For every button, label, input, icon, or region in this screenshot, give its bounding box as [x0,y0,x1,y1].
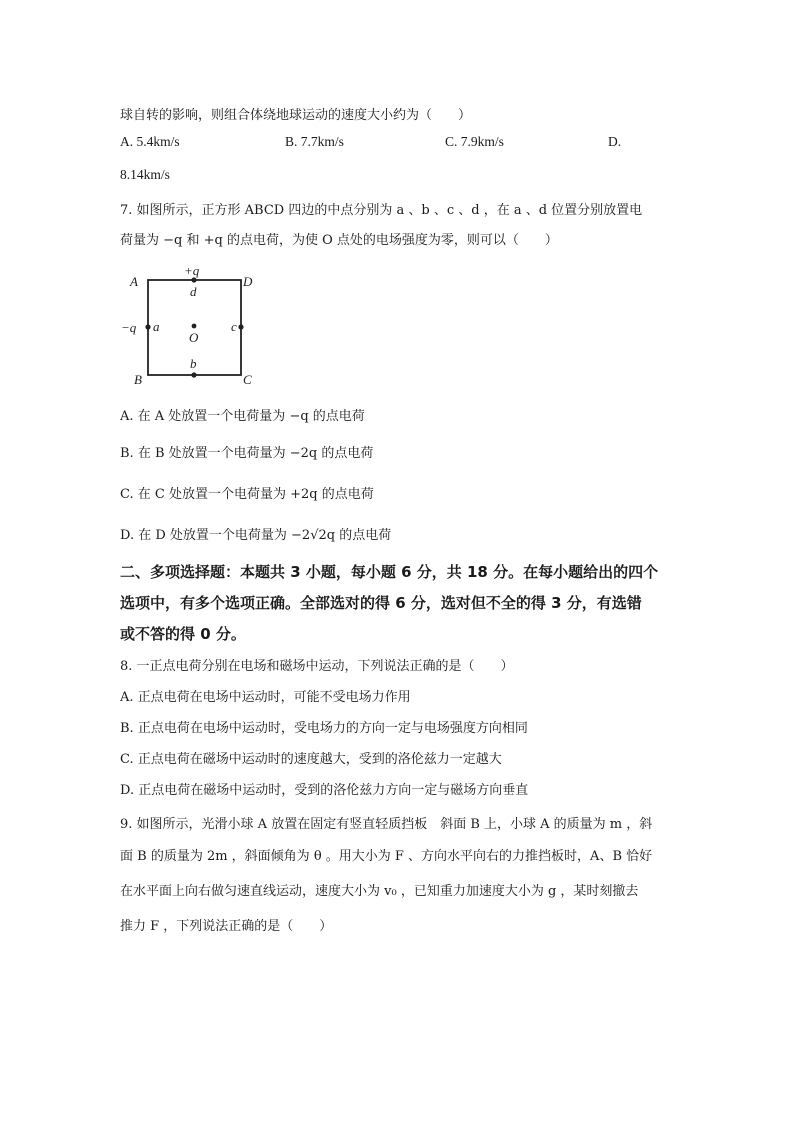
midpoint-label-b: b [190,356,197,371]
midpoint-label-d: d [190,284,197,299]
q9-stem-line3: 在水平面上向右做匀速直线运动，速度大小为 v₀ ，已知重力加速度大小为 g ，某时刻撤去 [120,884,639,899]
q8-option-d: D. 正点电荷在磁场中运动时，受到的洛伦兹力方向一定与磁场方向垂直 [120,783,529,798]
midpoint-label-c: c [231,319,237,334]
section2-heading-line3: 或不答的得 0 分。 [120,625,246,643]
corner-label-b: B [134,372,142,387]
point-c-dot [238,324,243,329]
q6-options [120,134,680,154]
corner-label-d: D [243,274,253,289]
q9-stem-line2: 面 B 的质量为 2m ，斜面倾角为 θ 。用大小为 F 、方向水平向右的力推挡板时，A、B 恰好 [120,849,653,864]
q8-option-b: B. 正点电荷在电场中运动时，受电场力的方向一定与电场强度方向相同 [120,721,528,736]
q7-stem-line1: 7. 如图所示，正方形 ABCD 四边的中点分别为 a 、b 、c 、d ，在 a 、d 位置分别放置电 [120,203,643,218]
section2-heading-line2: 选项中，有多个选项正确。全部选对的得 6 分，选对但不全的得 3 分，有选错 [120,594,642,612]
point-o-dot [192,324,197,329]
q6-option-b: B. 7.7km/s [285,134,344,149]
q9-stem-line4: 推力 F ，下列说法正确的是（ ） [120,919,333,934]
charge-label-left: −q [121,320,137,335]
q7-option-d: D. 在 D 处放置一个电荷量为 −2√2q 的点电荷 [120,528,392,543]
square-abcd-diagram [118,260,268,390]
q7-stem-line2: 荷量为 −q 和 +q 的点电荷，为使 O 点处的电场强度为零，则可以（ ） [120,233,558,248]
q6-option-a: A. 5.4km/s [120,134,180,149]
q9-stem-line1: 9. 如图所示，光滑小球 A 放置在固定有竖直轻质挡板 斜面 B 上，小球 A 的质量为 m ，斜 [120,817,653,832]
q7-option-b: B. 在 B 处放置一个电荷量为 −2q 的点电荷 [120,446,374,461]
q8-stem: 8. 一正点电荷分别在电场和磁场中运动，下列说法正确的是（ ） [120,659,514,674]
q7-option-a: A. 在 A 处放置一个电荷量为 −q 的点电荷 [120,409,365,424]
corner-label-c: C [243,372,252,387]
q6-option-d: D. [608,134,622,149]
q6-stem-continuation: 球自转的影响，则组合体绕地球运动的速度大小约为（ ） [120,108,472,123]
center-label-o: O [189,330,199,345]
q7-option-c: C. 在 C 处放置一个电荷量为 +2q 的点电荷 [120,487,374,502]
section2-heading-line1: 二、多项选择题：本题共 3 小题，每小题 6 分，共 18 分。在每小题给出的四个 [120,563,659,581]
point-d-charge-dot [191,277,196,282]
point-a-charge-dot [145,324,150,329]
q8-option-c: C. 正点电荷在磁场中运动时的速度越大，受到的洛伦兹力一定越大 [120,752,502,767]
charge-label-top: +q [184,263,200,278]
point-b-dot [191,372,196,377]
midpoint-label-a: a [153,319,160,334]
q6-option-c: C. 7.9km/s [445,134,504,149]
q6-option-d-value: 8.14km/s [120,167,170,182]
corner-label-a: A [130,274,138,289]
q8-option-a: A. 正点电荷在电场中运动时，可能不受电场力作用 [120,690,411,705]
